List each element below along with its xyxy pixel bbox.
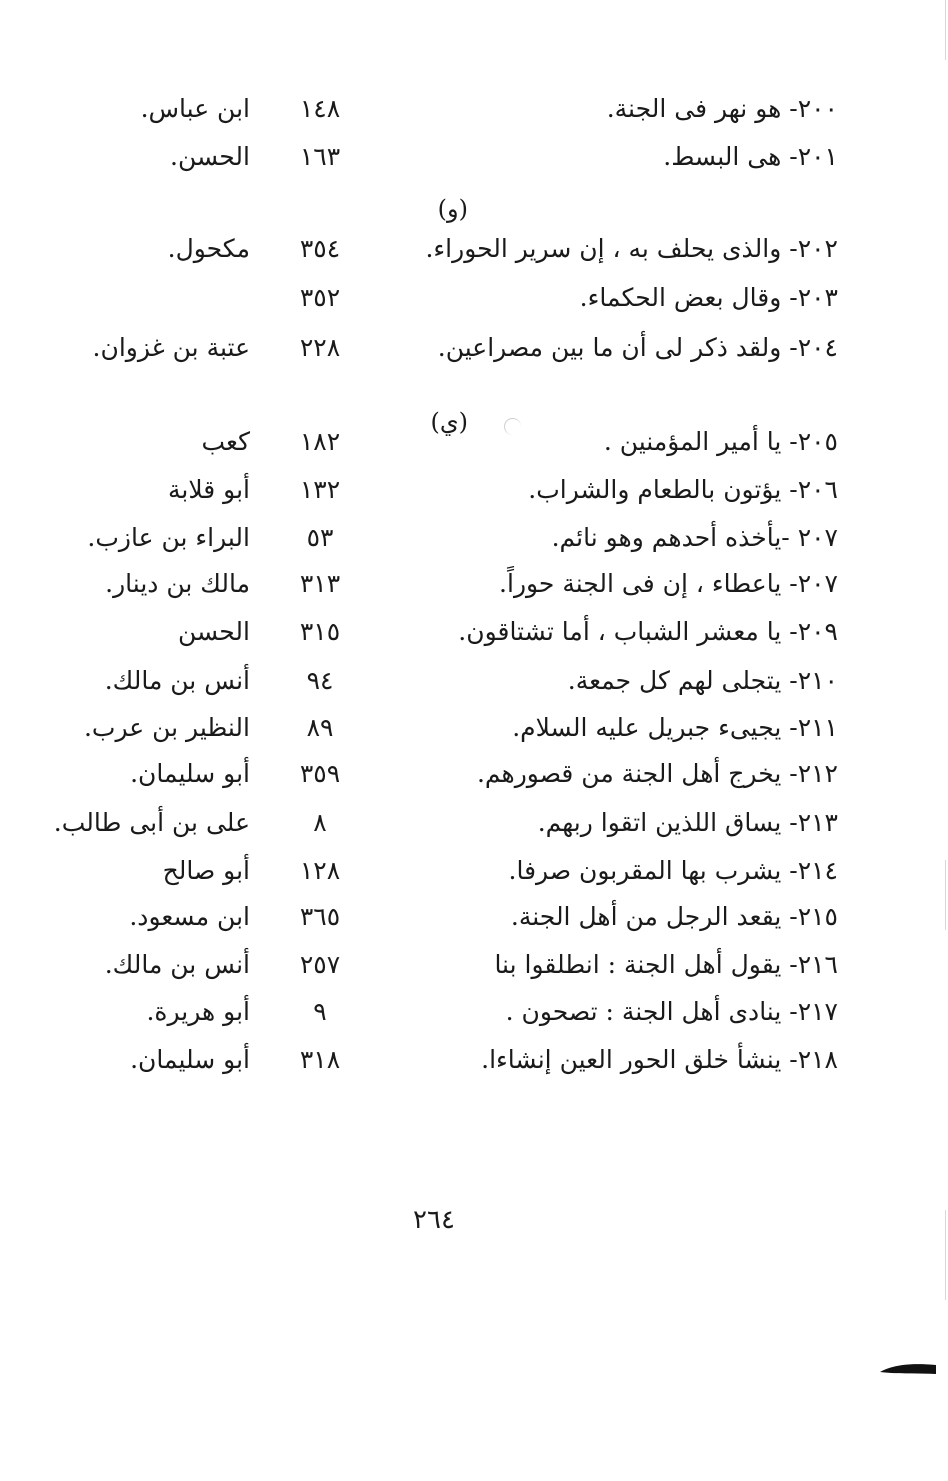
narrator-name: ابن عباس. <box>140 94 250 123</box>
page-number: ٢٦٤ <box>413 1205 455 1235</box>
narrator-name: مكحول. <box>167 234 250 263</box>
ref-number: ٣٥٤ <box>299 234 341 263</box>
narrator-name: الحسن <box>177 617 250 646</box>
entry-201: ٢٠١- هى البسط. <box>663 142 838 171</box>
paper-speck <box>504 418 521 435</box>
scan-edge-mark <box>880 1362 936 1376</box>
ref-number: ٢٢٨ <box>299 333 341 362</box>
entry-213: ٢١٣- يساق اللذين اتقوا ربهم. <box>537 808 838 837</box>
ref-number: ٨ <box>313 808 327 837</box>
entry-210: ٢١٠- يتجلى لهم كل جمعة. <box>567 666 838 695</box>
narrator-name: النظير بن عرب. <box>83 713 250 742</box>
ref-number: ٩ <box>313 997 327 1026</box>
narrator-name: أبو سليمان. <box>130 759 250 788</box>
entry-212: ٢١٢- يخرج أهل الجنة من قصورهم. <box>476 759 838 788</box>
ref-number: ٣١٥ <box>299 617 341 646</box>
narrator-name: على بن أبى طالب. <box>53 808 250 837</box>
entry-218: ٢١٨- ينشأ خلق الحور العين إنشاءا. <box>481 1045 838 1074</box>
narrator-name: مالك بن دينار. <box>105 569 250 598</box>
ref-number: ٣٥٩ <box>299 759 341 788</box>
entry-209: ٢٠٩- يا معشر الشباب ، أما تشتاقون. <box>458 617 838 646</box>
ref-number: ١٣٢ <box>299 475 341 504</box>
entry-203: ٢٠٣- وقال بعض الحكماء. <box>579 283 838 312</box>
narrator-name: الحسن. <box>170 142 250 171</box>
narrator-name: أبو قلابة <box>168 475 250 504</box>
narrator-name: البراء بن عازب. <box>87 523 250 552</box>
ref-number: ٩٤ <box>306 666 334 695</box>
ref-number: ٨٩ <box>306 713 334 742</box>
narrator-name: أبو صالح <box>162 856 250 885</box>
entry-200: ٢٠٠- هو نهر فى الجنة. <box>606 94 838 123</box>
entry-211: ٢١١- يجيىء جبريل عليه السلام. <box>512 713 838 742</box>
ref-number: ١٨٢ <box>299 427 341 456</box>
ref-number: ٣٥٢ <box>299 283 341 312</box>
scan-edge-line <box>945 860 946 930</box>
narrator-name: أنس بن مالك. <box>104 666 250 695</box>
entry-206: ٢٠٦- يؤتون بالطعام والشراب. <box>528 475 838 504</box>
narrator-name: أبو هريرة. <box>146 997 250 1026</box>
ref-number: ٣١٨ <box>299 1045 341 1074</box>
entry-202: ٢٠٢- والذى يحلف به ، إن سرير الحوراء. <box>425 234 838 263</box>
scan-edge-line <box>945 1210 946 1300</box>
entry-205: ٢٠٥- يا أمير المؤمنين . <box>603 427 838 456</box>
entry-214: ٢١٤- يشرب بها المقربون صرفا. <box>508 856 838 885</box>
ref-number: ١٢٨ <box>299 856 341 885</box>
narrator-name: ابن مسعود. <box>129 902 250 931</box>
narrator-name: أبو سليمان. <box>130 1045 250 1074</box>
section-letter-ya: (ي) <box>430 408 468 436</box>
narrator-name: أنس بن مالك. <box>104 950 250 979</box>
ref-number: ٥٣ <box>306 523 334 552</box>
narrator-name: عتبة بن غزوان. <box>92 333 250 362</box>
ref-number: ٣٦٥ <box>299 902 341 931</box>
entry-217: ٢١٧- ينادى أهل الجنة : تصحون . <box>505 997 838 1026</box>
ref-number: ١٦٣ <box>299 142 341 171</box>
section-letter-waw: (و) <box>437 195 468 223</box>
entry-216: ٢١٦- يقول أهل الجنة : انطلقوا بنا <box>494 950 838 979</box>
entry-207a: ٢٠٧ -يأخذه أحدهم وهو نائم. <box>551 523 838 552</box>
narrator-name: كعب <box>201 427 250 456</box>
ref-number: ٣١٣ <box>299 569 341 598</box>
scan-edge-line <box>945 0 946 60</box>
entry-204: ٢٠٤- ولقد ذكر لى أن ما بين مصراعين. <box>437 333 838 362</box>
ref-number: ٢٥٧ <box>299 950 341 979</box>
entry-207b: ٢٠٧- ياعطاء ، إن فى الجنة حوراً. <box>499 569 838 598</box>
ref-number: ١٤٨ <box>299 94 341 123</box>
entry-215: ٢١٥- يقعد الرجل من أهل الجنة. <box>510 902 838 931</box>
